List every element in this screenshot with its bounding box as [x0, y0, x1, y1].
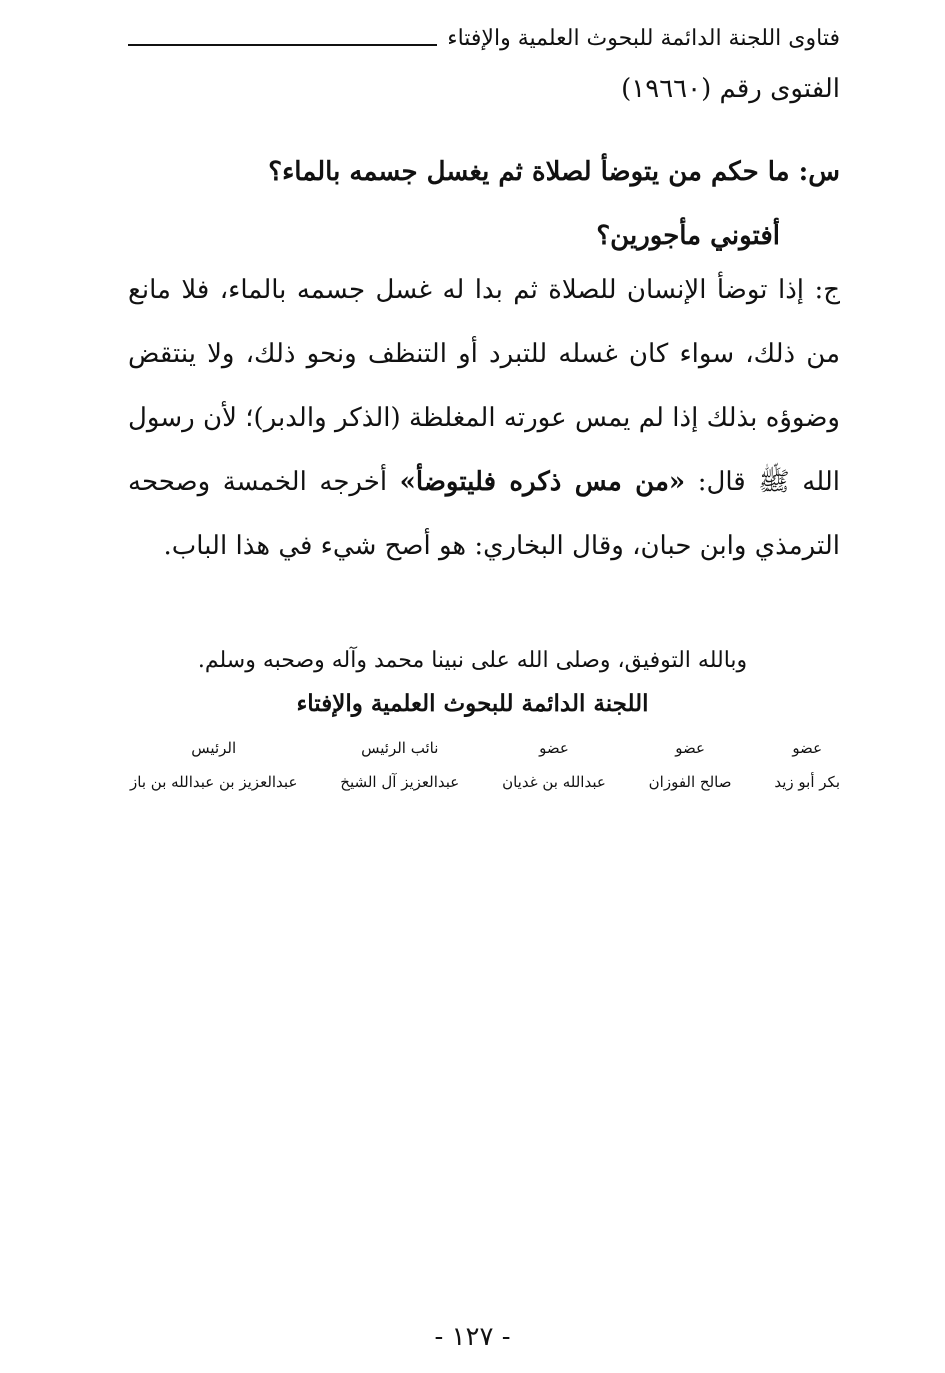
signatory	[502, 736, 606, 796]
answer-text-2: أخرجه الخمسة وصححه الترمذي وابن حبان، وقال البخاري: هو أصح شيء في هذا الباب.	[128, 467, 840, 561]
signatory-name: عبدالعزيز آل الشيخ	[340, 773, 460, 791]
header-rule	[128, 44, 437, 46]
book-title: فتاوى اللجنة الدائمة للبحوث العلمية والإفتاء	[447, 25, 840, 51]
running-header	[128, 20, 840, 56]
signatory	[649, 736, 732, 796]
signatory	[130, 736, 297, 796]
signatory-name: بكر أبو زيد	[774, 773, 840, 791]
signatory-role: عضو	[675, 739, 705, 757]
signatories	[130, 736, 840, 796]
signatory-role: الرئيس	[191, 739, 237, 757]
closing-line: وبالله التوفيق، وصلى الله على نبينا محمد وآله وصحبه وسلم.	[197, 648, 748, 673]
signatory-role: نائب الرئيس	[361, 739, 439, 757]
hadith-quote: «من مس ذكره فليتوضأ»	[399, 467, 686, 497]
question-line-2: أفتوني مأجورين؟	[596, 221, 780, 251]
question-line-1: س: ما حكم من يتوضأ لصلاة ثم يغسل جسمه بالماء؟	[268, 157, 840, 187]
question	[130, 140, 840, 268]
answer	[128, 258, 840, 578]
signatory-role: عضو	[539, 739, 569, 757]
signatory-name: صالح الفوزان	[648, 773, 732, 791]
committee-name: اللجنة الدائمة للبحوث العلمية والإفتاء	[296, 690, 649, 717]
signatory-name: عبدالله بن غديان	[502, 773, 606, 791]
signatory	[774, 736, 840, 796]
answer-text-1: ج: إذا توضأ الإنسان للصلاة ثم بدا له غسل جسمه بالماء، فلا مانع من ذلك، سواء كان غسله للتبرد أو التنظف ونحو ذلك، ولا ينتقض وضوؤه بذلك إذا لم يمس عورته المغلظة (الذكر والدبر)؛ لأن رسول الله ﷺ قال:	[128, 275, 840, 497]
signatory	[340, 736, 459, 796]
signatory-role: عضو	[792, 739, 823, 757]
page-number: - ١٢٧ -	[434, 1322, 511, 1352]
answer-paragraph	[128, 258, 840, 578]
signatory-name: عبدالعزيز بن عبدالله بن باز	[130, 773, 298, 791]
fatwa-number: الفتوى رقم (١٩٦٦٠)	[621, 74, 840, 104]
